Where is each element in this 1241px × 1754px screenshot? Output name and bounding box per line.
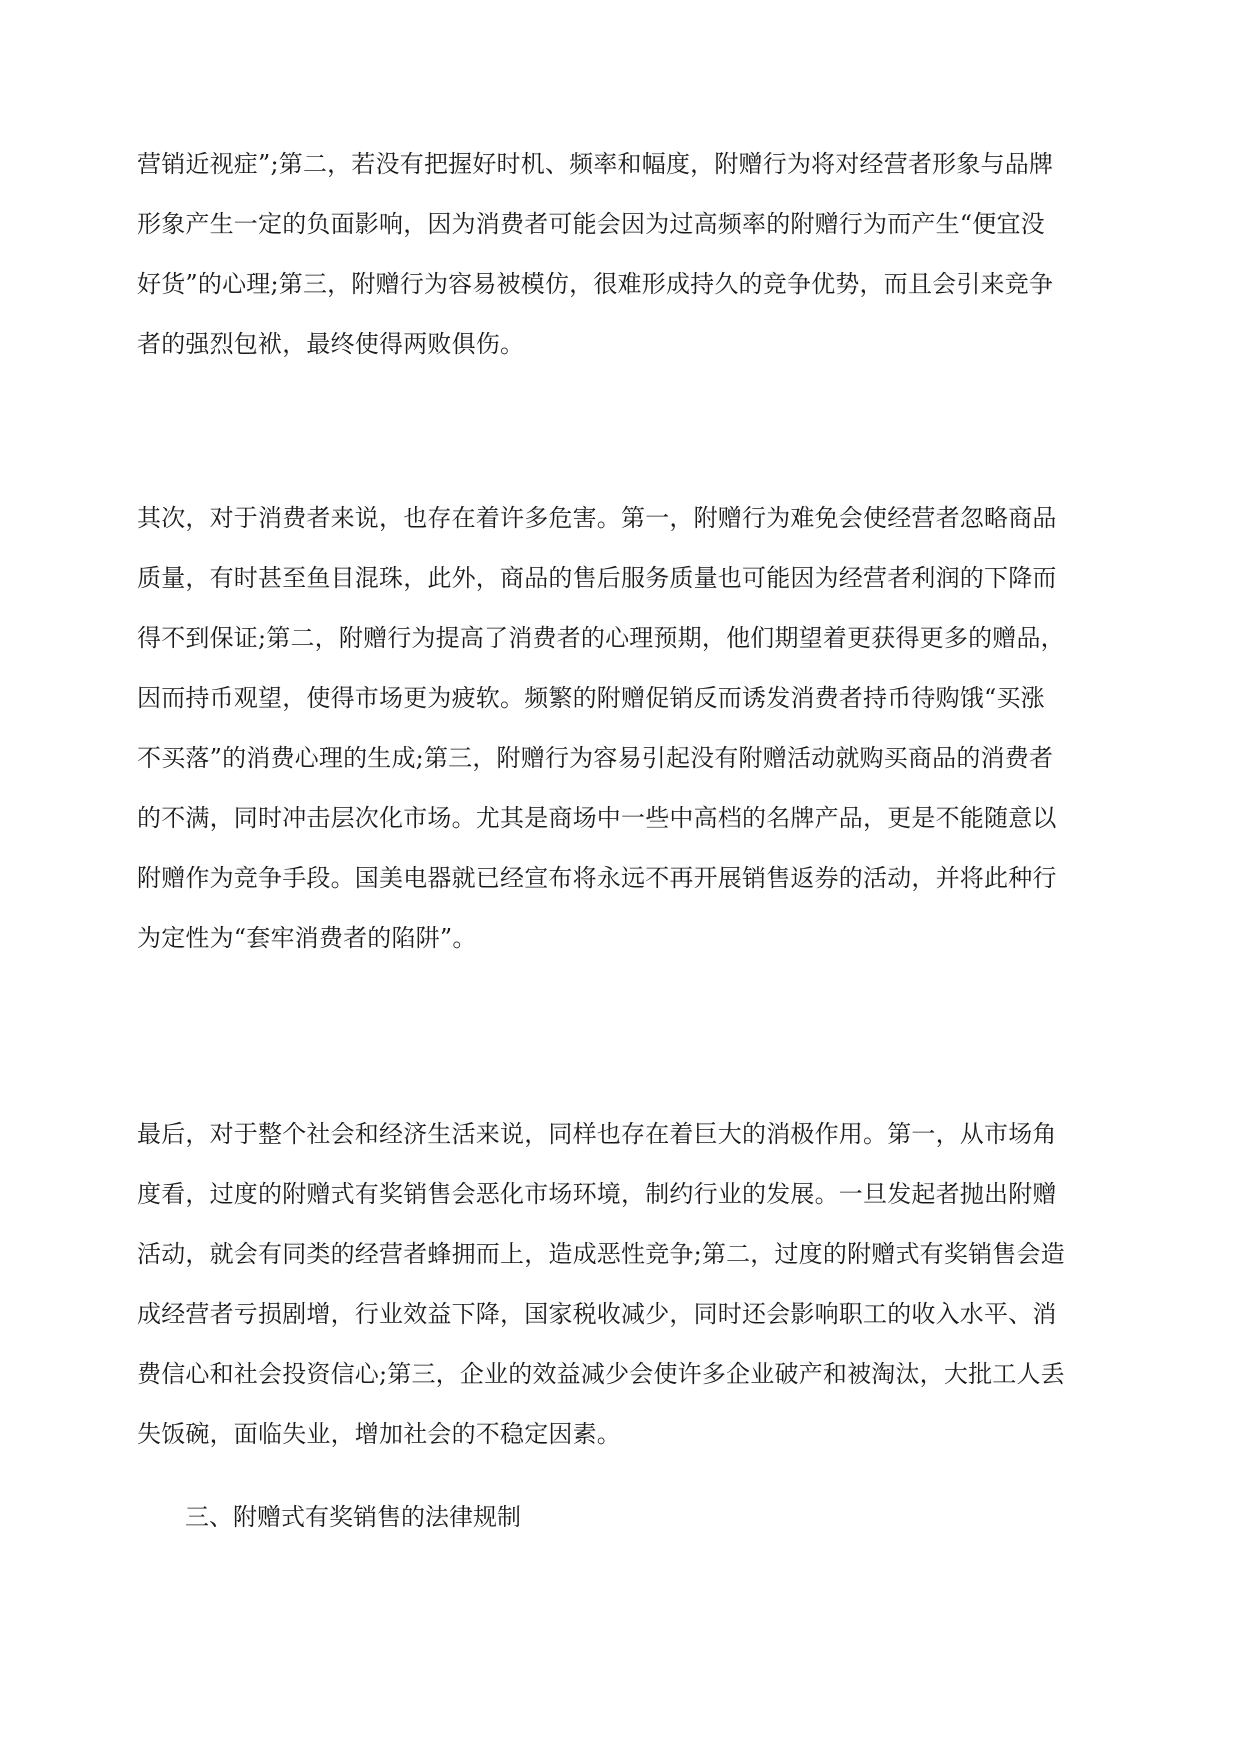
paragraph-2: [137, 488, 1107, 968]
text-line: 者的强烈包袱，最终使得两败俱伤。: [137, 330, 525, 358]
text-line: 费信心和社会投资信心;第三，企业的效益减少会使许多企业破产和被淘汰，大批工人丢: [137, 1360, 1065, 1388]
paragraph-3: [137, 1104, 1107, 1464]
text-line: 成经营者亏损剧增，行业效益下降，国家税收减少，同时还会影响职工的收入水平、消: [137, 1300, 1057, 1328]
text-line: 营销近视症”;第二，若没有把握好时机、频率和幅度，附赠行为将对经营者形象与品牌: [137, 150, 1054, 178]
text-line: 失饭碗，面临失业，增加社会的不稳定因素。: [137, 1420, 621, 1448]
text-line: 为定性为“套牢消费者的陷阱”。: [137, 924, 477, 952]
text-line: 度看，过度的附赠式有奖销售会恶化市场环境，制约行业的发展。一旦发起者抛出附赠: [137, 1180, 1057, 1208]
text-line: 最后，对于整个社会和经济生活来说，同样也存在着巨大的消极作用。第一，从市场角: [137, 1120, 1057, 1148]
text-line: 不买落”的消费心理的生成;第三，附赠行为容易引起没有附赠活动就购买商品的消费者: [137, 744, 1054, 772]
text-line: 得不到保证;第二，附赠行为提高了消费者的心理预期，他们期望着更获得更多的赠品，: [137, 624, 1065, 652]
text-line: 好货”的心理;第三，附赠行为容易被模仿，很难形成持久的竞争优势，而且会引来竞争: [137, 270, 1054, 298]
text-line: 其次，对于消费者来说，也存在着许多危害。第一，附赠行为难免会使经营者忽略商品: [137, 504, 1057, 532]
text-line: 形象产生一定的负面影响，因为消费者可能会因为过高频率的附赠行为而产生“便宜没: [137, 210, 1045, 238]
text-line: 附赠作为竞争手段。国美电器就已经宣布将永远不再开展销售返券的活动，并将此种行: [137, 864, 1057, 892]
text-line: 活动，就会有同类的经营者蜂拥而上，造成恶性竞争;第二，过度的附赠式有奖销售会造: [137, 1240, 1065, 1268]
text-line: 因而持币观望，使得市场更为疲软。频繁的附赠促销反而诱发消费者持币待购饿“买涨: [137, 684, 1045, 712]
section-heading: 三、附赠式有奖销售的法律规制: [185, 1503, 521, 1531]
text-line: 质量，有时甚至鱼目混珠，此外，商品的售后服务质量也可能因为经营者利润的下降而: [137, 564, 1057, 592]
text-line: 的不满，同时冲击层次化市场。尤其是商场中一些中高档的名牌产品，更是不能随意以: [137, 804, 1057, 832]
paragraph-1: [137, 134, 1107, 374]
